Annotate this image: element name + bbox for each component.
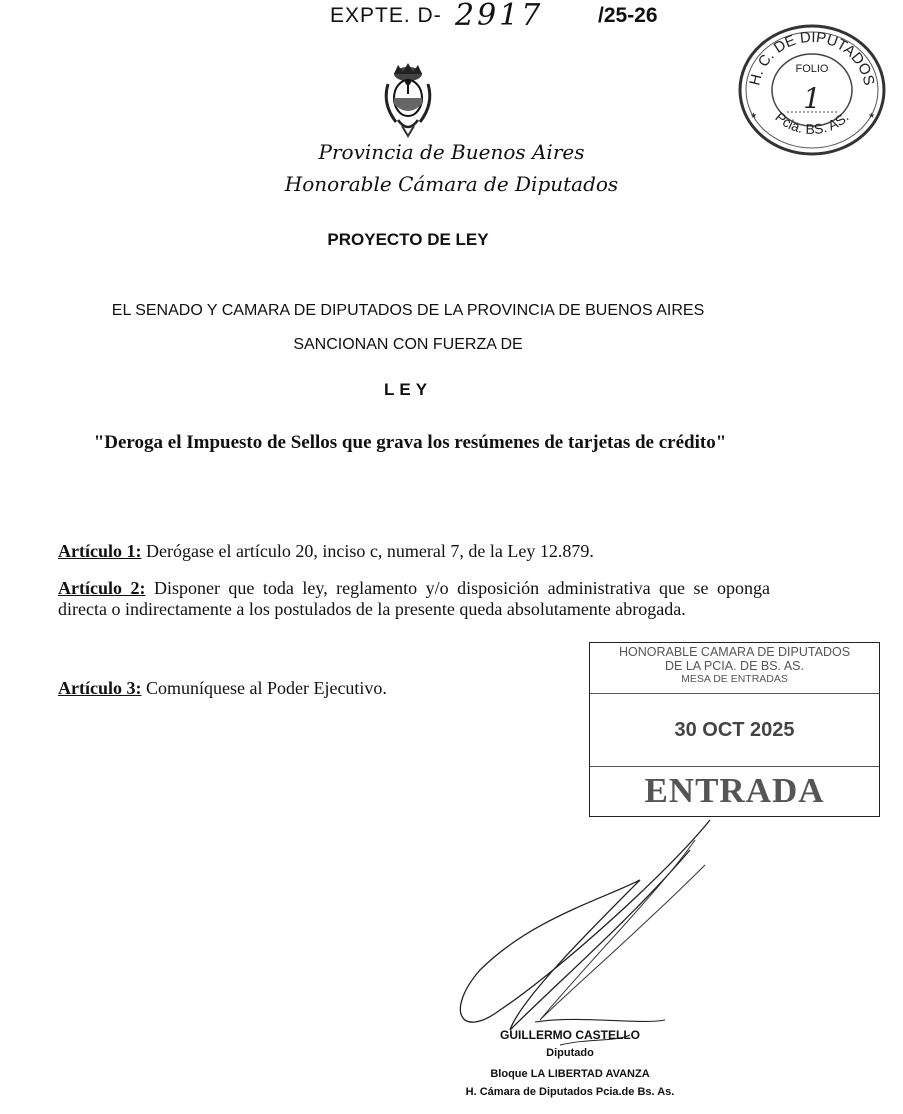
svg-text:★: ★ xyxy=(868,111,876,120)
article-1-text: Derógase el artículo 20, inciso c, numeral 7, de la Ley 12.879. xyxy=(141,541,594,561)
enacting-clause-line-2: SANCIONAN CON FUERZA DE xyxy=(293,336,523,353)
expte-label: EXPTE. D- xyxy=(330,4,442,27)
ley-heading: LEY xyxy=(383,380,433,399)
expte-number-handwritten: 2917 xyxy=(455,0,544,33)
folio-stamp-bottom-text: Pcia. BS. AS. xyxy=(772,108,852,138)
folio-stamp-top-text: H. C. DE DIPUTADOS xyxy=(746,28,878,88)
article-2-text: Disponer que toda ley, reglamento y/o disposición administrativa que se oponga directa o indirectamente a los postulados de la presente queda absolutamente abrogada. xyxy=(58,578,770,619)
signer-chamber: H. Cámara de Diputados Pcia.de Bs. As. xyxy=(465,1086,675,1098)
reception-stamp-header xyxy=(590,643,879,694)
bill-title: "Deroga el Impuesto de Sellos que grava los resúmenes de tarjetas de crédito" xyxy=(93,432,727,453)
reception-date: 30 OCT 2025 xyxy=(674,719,795,741)
reception-stamp-line-1: HONORABLE CAMARA DE DIPUTADOS xyxy=(618,645,851,659)
article-1-label: Artículo 1: xyxy=(58,541,142,561)
provincial-crest-icon xyxy=(380,60,436,138)
folio-number-handwritten: 1 xyxy=(803,82,821,115)
article-3-text: Comuníquese al Poder Ejecutivo. xyxy=(141,678,387,698)
letterhead-province: Provincia de Buenos Aires xyxy=(318,140,585,164)
signer-bloc: Bloque LA LIBERTAD AVANZA xyxy=(490,1068,650,1080)
svg-text:★: ★ xyxy=(750,111,758,120)
signer-name: GUILLERMO CASTELLO xyxy=(500,1028,640,1042)
reception-stamp-date-box xyxy=(590,694,879,767)
article-2 xyxy=(58,578,770,620)
handwritten-signature xyxy=(440,810,770,1050)
document-type-heading: PROYECTO DE LEY xyxy=(327,230,489,249)
signer-role: Diputado xyxy=(546,1047,594,1059)
reception-stamp-line-3: MESA DE ENTRADAS xyxy=(681,673,788,685)
article-1 xyxy=(58,541,770,562)
letterhead-chamber: Honorable Cámara de Diputados xyxy=(284,172,619,196)
enacting-clause-line-1: EL SENADO Y CAMARA DE DIPUTADOS DE LA PROVINCIA DE BUENOS AIRES xyxy=(111,302,705,319)
article-2-label: Artículo 2: xyxy=(58,578,146,598)
reception-stamp-line-2: DE LA PCIA. DE BS. AS. xyxy=(665,659,804,673)
reception-status: ENTRADA xyxy=(644,771,825,810)
expte-suffix: /25-26 xyxy=(598,4,658,27)
folio-label: FOLIO xyxy=(795,63,829,75)
article-3-label: Artículo 3: xyxy=(58,678,142,698)
folio-stamp xyxy=(737,22,887,158)
reception-stamp xyxy=(589,642,880,817)
